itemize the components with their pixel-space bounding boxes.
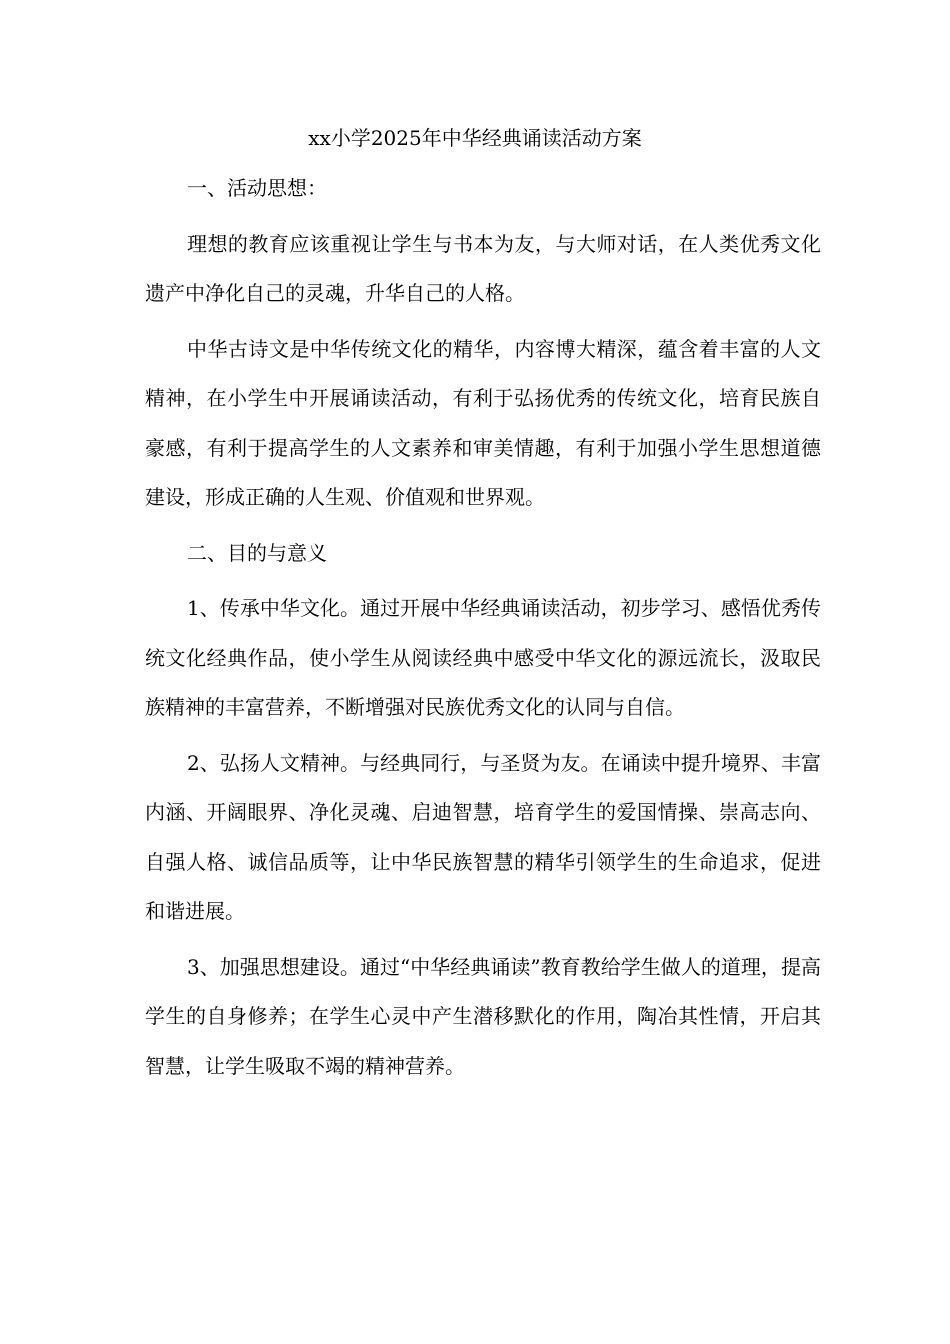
paragraph: 中华古诗文是中华传统文化的精华，内容博大精深，蕴含着丰富的人文精神，在小学生中开展诵读活动，有利于弘扬优秀的传统文化，培育民族自豪感，有利于提高学生的人文素养和审美情趣，有利于加强小学生思想道德建设，形成正确的人生观、价值观和世界观。 [145,336,821,509]
document-body [145,164,821,1091]
paragraph: 1、传承中华文化。通过开展中华经典诵读活动，初步学习、感悟优秀传统文化经典作品，使小学生从阅读经典中感受中华文化的源远流长，汲取民族精神的丰富营养，不断增强对民族优秀文化的认同与自信。 [145,596,821,719]
paragraph: 理想的教育应该重视让学生与书本为友，与大师对话，在人类优秀文化遗产中净化自己的灵魂，升华自己的人格。 [145,231,821,305]
section-heading-activity-idea: 一、活动思想： [187,176,327,200]
section-heading-purpose: 二、目的与意义 [187,540,327,565]
paragraph: 3、加强思想建设。通过“中华经典诵读”教育教给学生做人的道理，提高学生的自身修养；在学生心灵中产生潜移默化的作用，陶冶其性情，开启其智慧，让学生吸取不竭的精神营养。 [145,954,821,1078]
paragraph: 2、弘扬人文精神。与经典同行，与圣贤为友。在诵读中提升境界、丰富内涵、开阔眼界、净化灵魂、启迪智慧，培育学生的爱国情操、崇高志向、自强人格、诚信品质等，让中华民族智慧的精华引领学生的生命追求，促进和谐进展。 [145,750,821,923]
document-title: xx小学2025年中华经典诵读活动方案 [308,126,642,150]
